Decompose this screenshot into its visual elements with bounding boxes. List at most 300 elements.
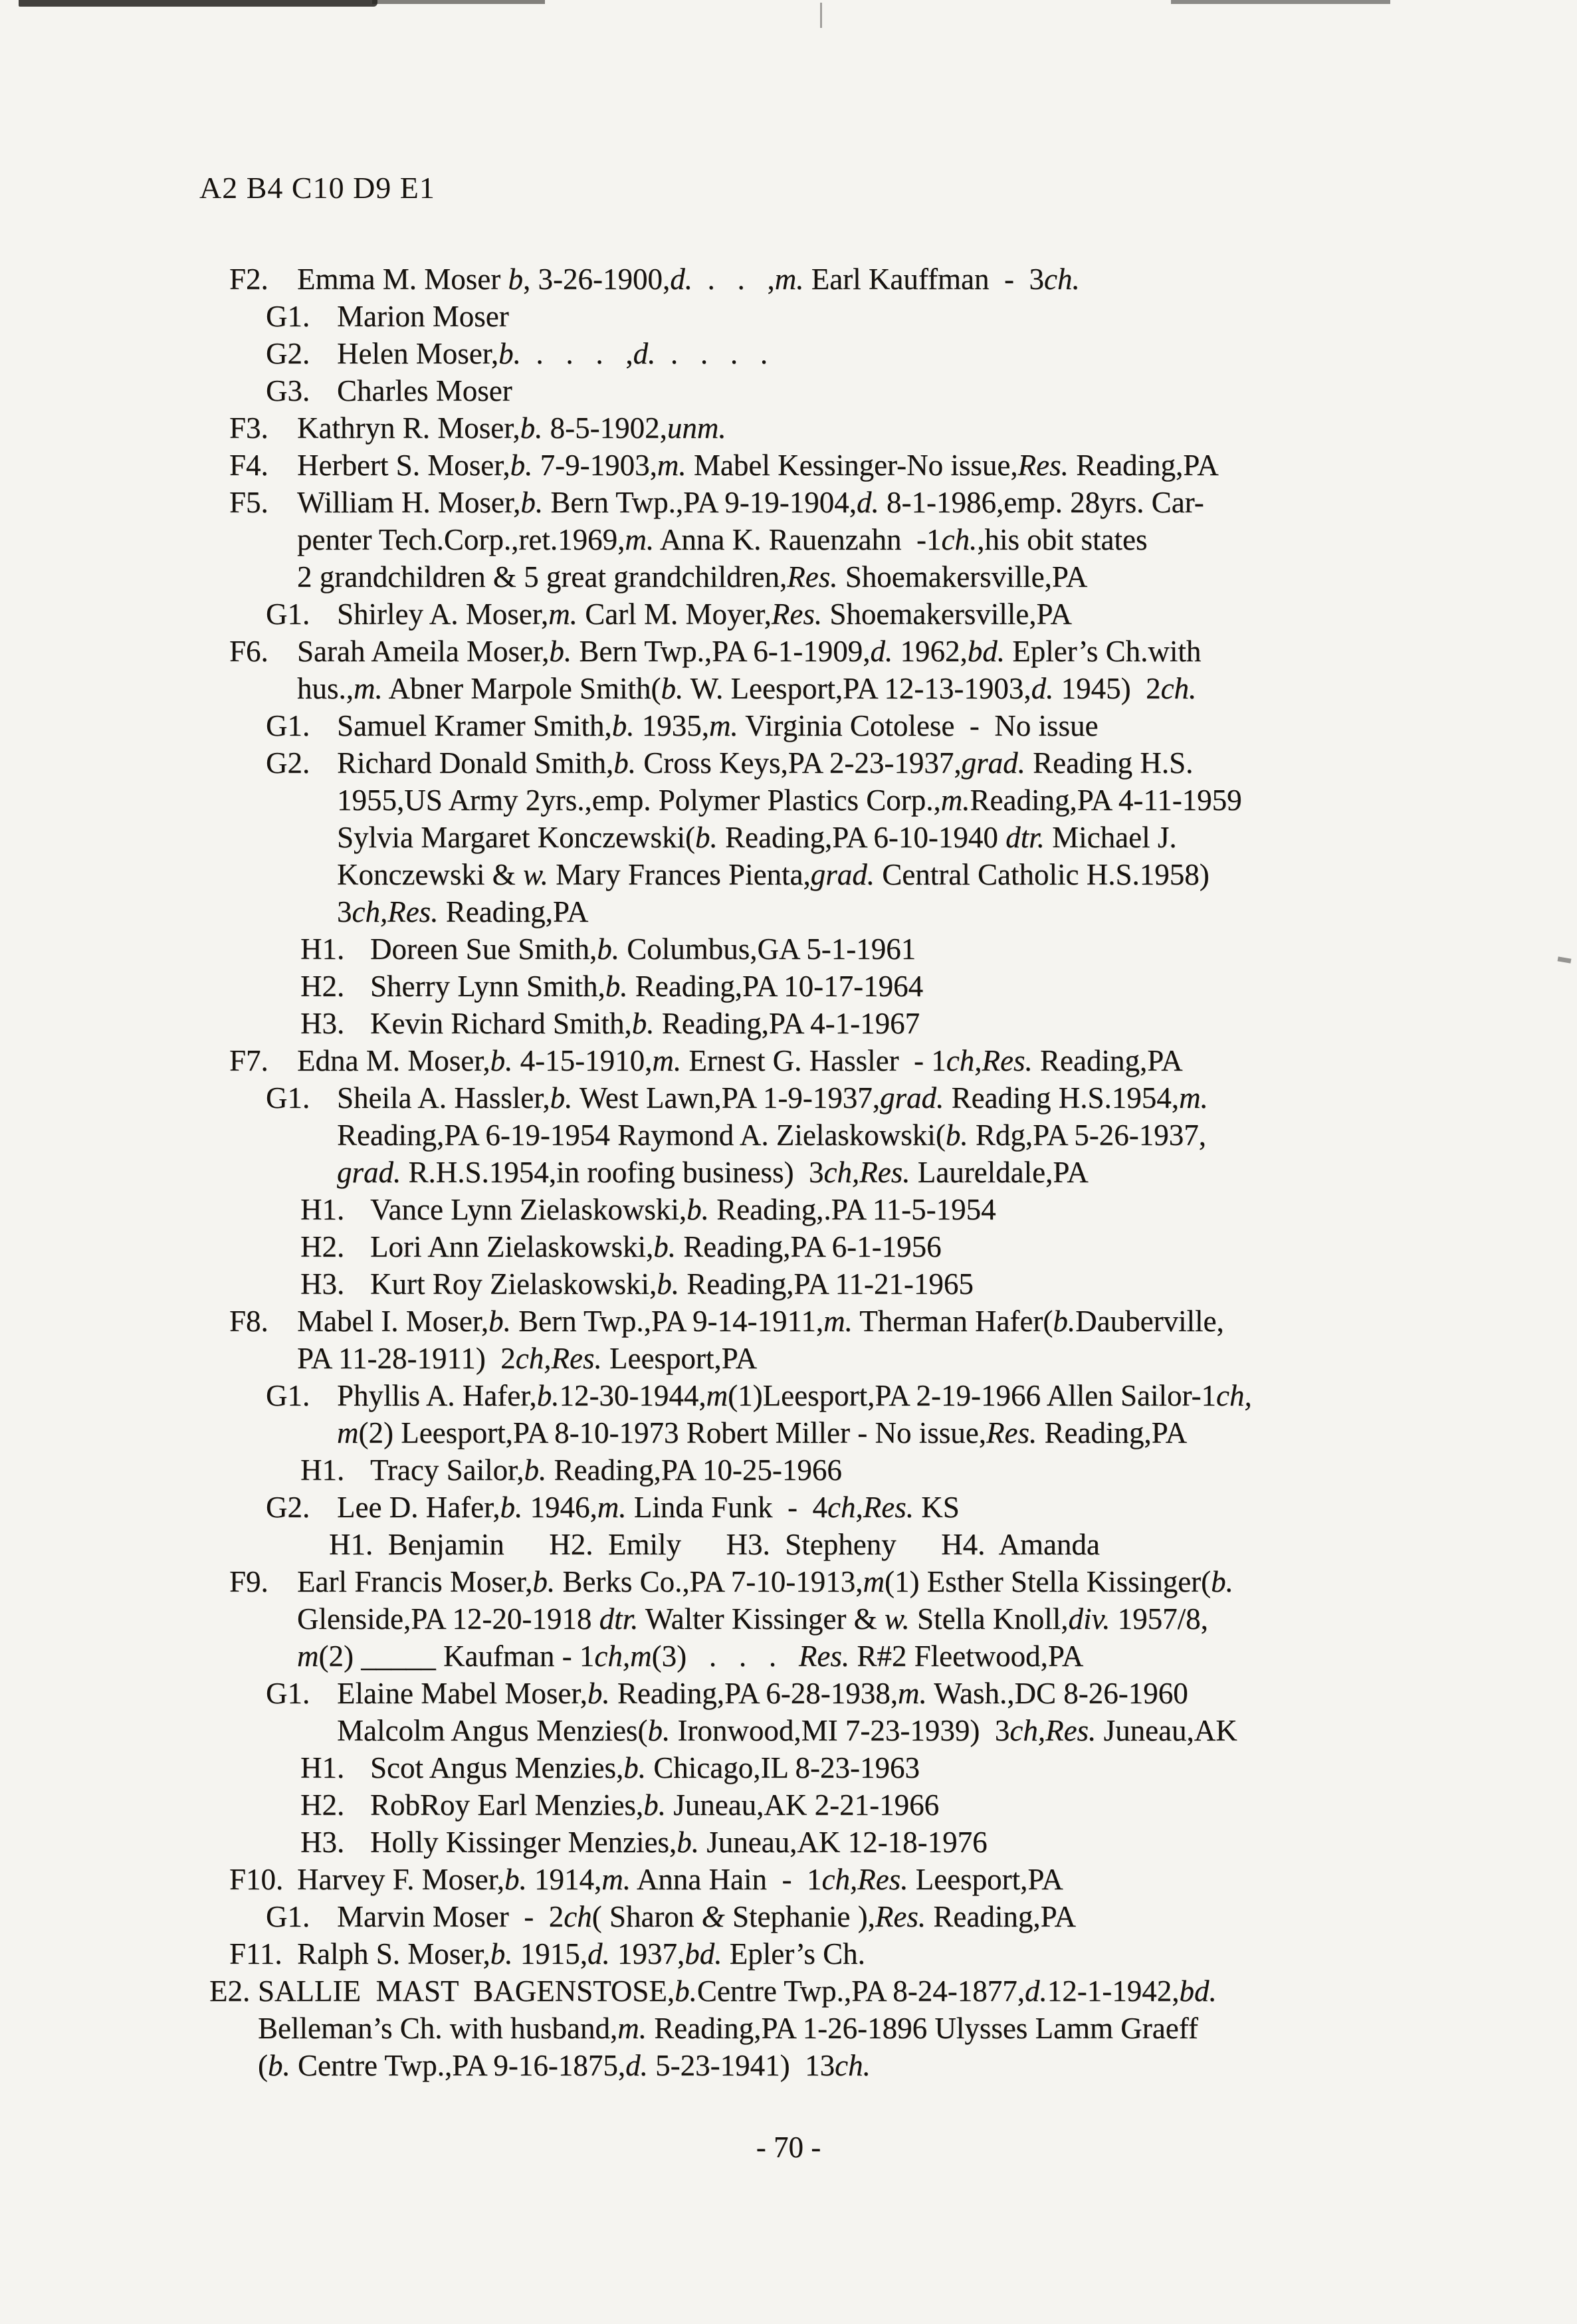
text-segment: m. — [548, 597, 578, 631]
text-segment: ch. — [941, 523, 978, 556]
text-segment: Ernest G. Hassler - 1 — [681, 1044, 946, 1077]
text-segment: Res. — [787, 560, 838, 593]
text-segment: m. — [597, 1491, 627, 1524]
text-segment: Reading H.S. — [1025, 746, 1194, 780]
text-segment: Linda Funk - 4 — [626, 1491, 828, 1524]
text-segment: b. — [510, 449, 533, 482]
text-segment: m. — [354, 672, 383, 705]
text-segment: d. — [856, 486, 879, 519]
text-segment: d. — [670, 263, 692, 296]
text-segment: W. Leesport,PA 12-13-1903, — [683, 672, 1031, 705]
text-segment: Walter Kissinger & — [638, 1602, 885, 1636]
line-label: F3. — [229, 411, 268, 445]
text-segment: ch — [564, 1900, 592, 1933]
genealogy-line — [258, 2010, 1577, 2047]
text-segment: Holly Kissinger Menzies, — [370, 1826, 677, 1859]
text-segment: Leesport,PA — [908, 1863, 1063, 1896]
genealogy-line — [266, 1489, 1577, 1526]
text-segment: ch,Res. — [352, 895, 439, 928]
text-segment: Reading,PA 6-28-1938, — [609, 1677, 898, 1710]
text-segment: bd. — [967, 635, 1005, 668]
text-segment: b. — [647, 1714, 671, 1747]
text-segment: m — [863, 1565, 885, 1598]
text-segment: d. — [1031, 672, 1054, 705]
text-segment: Epler’s Ch. — [722, 1937, 865, 1970]
text-segment: William H. Moser, — [297, 486, 521, 519]
text-segment: Emma M. Moser — [297, 263, 508, 296]
text-segment: Cross Keys,PA 2-23-1937, — [635, 746, 962, 780]
text-segment: Reading,PA 10-25-1966 — [546, 1453, 842, 1487]
text-segment: grad. — [880, 1081, 944, 1114]
text-segment: 8-1-1986,emp. 28yrs. Car- — [879, 486, 1204, 519]
genealogy-line — [266, 1675, 1577, 1712]
text-segment: Helen Moser, — [337, 337, 499, 370]
text-segment: Bern Twp.,PA 9-14-1911, — [510, 1305, 824, 1338]
genealogy-line — [266, 298, 1577, 335]
line-label: H2. — [300, 1230, 345, 1263]
text-segment: b. — [488, 1305, 511, 1338]
line-label: F8. — [229, 1305, 268, 1338]
text-segment: b. — [686, 1193, 709, 1226]
text-segment: b. — [550, 1081, 573, 1114]
text-segment: ,his obit states — [977, 523, 1148, 556]
text-segment: b. — [268, 2049, 290, 2082]
text-segment: 7-9-1903, — [532, 449, 657, 482]
text-segment: b. — [520, 486, 544, 519]
genealogy-line — [266, 372, 1577, 409]
text-segment: West Lawn,PA 1-9-1937, — [572, 1081, 881, 1114]
line-label: G1. — [266, 1900, 310, 1933]
text-segment: Harvey F. Moser, — [297, 1863, 505, 1896]
text-segment: m — [337, 1416, 359, 1449]
text-segment: grad. — [810, 858, 875, 891]
scan-edge-artifact — [19, 0, 377, 7]
text-segment: Juneau,AK 12-18-1976 — [698, 1826, 988, 1859]
genealogy-line — [297, 558, 1577, 595]
text-segment: Rdg,PA 5-26-1937, — [968, 1118, 1206, 1152]
genealogy-line — [258, 2047, 1577, 2084]
text-segment: 1935, — [634, 709, 709, 742]
text-segment: Richard Donald Smith, — [337, 746, 614, 780]
line-label: H1. — [300, 1751, 345, 1784]
text-segment: Reading H.S.1954, — [944, 1081, 1180, 1114]
text-segment: Kathryn R. Moser, — [297, 411, 520, 445]
text-segment: m. — [652, 1044, 682, 1077]
text-segment: Reading,PA 6-1-1956 — [675, 1230, 942, 1263]
line-label: E2. — [209, 1974, 251, 2008]
genealogy-line — [300, 1265, 1577, 1303]
text-segment: b. — [549, 635, 572, 668]
text-segment: d. — [870, 635, 893, 668]
genealogy-line — [229, 409, 1577, 447]
text-segment: Lee D. Hafer, — [337, 1491, 500, 1524]
text-segment: 12-30-1944, — [559, 1379, 706, 1412]
genealogy-line — [229, 1861, 1577, 1898]
genealogy-line — [297, 521, 1577, 558]
genealogy-line — [337, 1712, 1577, 1749]
text-segment: d. — [625, 2049, 648, 2082]
text-segment: m — [297, 1639, 319, 1673]
text-segment: 12-1-1942, — [1047, 1974, 1180, 2008]
text-segment: Columbus,GA 5-1-1961 — [619, 932, 916, 966]
text-segment: Chicago,IL 8-23-1963 — [645, 1751, 920, 1784]
text-segment: & — [701, 1900, 725, 1933]
text-segment: b. — [1211, 1565, 1233, 1598]
genealogy-line — [229, 1303, 1577, 1340]
text-segment: w. — [884, 1602, 910, 1636]
text-segment: Glenside,PA 12-20-1918 — [297, 1602, 599, 1636]
text-segment: Malcolm Angus Menzies( — [337, 1714, 648, 1747]
text-segment: Ralph S. Moser, — [297, 1937, 490, 1970]
text-segment: (3) . . . — [651, 1639, 799, 1673]
text-segment: Earl Francis Moser, — [297, 1565, 533, 1598]
text-segment: b. — [597, 932, 619, 966]
text-segment: Elaine Mabel Moser, — [337, 1677, 587, 1710]
text-segment: Kevin Richard Smith, — [370, 1007, 632, 1040]
text-segment: d. — [633, 337, 656, 370]
genealogy-line — [266, 1079, 1577, 1116]
text-segment: b. — [500, 1491, 523, 1524]
text-segment: m. — [897, 1677, 927, 1710]
line-label: H2. — [300, 970, 345, 1003]
text-segment: Herbert S. Moser, — [297, 449, 510, 482]
text-segment: Reading,PA 11-21-1965 — [679, 1267, 974, 1301]
text-segment: penter Tech.Corp.,ret.1969, — [297, 523, 625, 556]
text-segment: Laureldale,PA — [910, 1156, 1089, 1189]
text-segment: Centre Twp.,PA 9-16-1875, — [290, 2049, 626, 2082]
text-segment: Virginia Cotolese - No issue — [738, 709, 1099, 742]
line-label: G1. — [266, 1081, 310, 1114]
text-segment: Abner Marpole Smith( — [382, 672, 661, 705]
text-segment: ch,m — [594, 1639, 652, 1673]
text-segment: d. — [1025, 1974, 1047, 2008]
text-segment: R.H.S.1954,in roofing business) 3 — [401, 1156, 824, 1189]
text-segment: Central Catholic H.S.1958) — [875, 858, 1209, 891]
text-segment: Ironwood,MI 7-23-1939) 3 — [670, 1714, 1010, 1747]
text-segment: 1937, — [609, 1937, 685, 1970]
genealogy-line — [300, 1451, 1577, 1489]
text-segment: Stella Knoll, — [909, 1602, 1069, 1636]
text-segment: m. — [601, 1863, 631, 1896]
genealogy-line — [229, 1042, 1577, 1079]
text-segment: (2) Leesport,PA 8-10-1973 Robert Miller - No issue, — [358, 1416, 986, 1449]
text-segment: Res. — [986, 1416, 1037, 1449]
text-segment: m. — [708, 709, 738, 742]
text-segment: b. — [490, 1937, 513, 1970]
line-label: F2. — [229, 263, 268, 296]
genealogy-line — [337, 893, 1577, 930]
text-segment: Belleman’s Ch. with husband, — [258, 2012, 618, 2045]
scan-edge-artifact — [1171, 0, 1390, 4]
text-segment: 2 grandchildren & 5 great grandchildren, — [297, 560, 788, 593]
text-segment: hus., — [297, 672, 354, 705]
text-segment: dtr. — [599, 1602, 639, 1636]
line-label: G2. — [266, 746, 310, 780]
genealogy-line — [337, 856, 1577, 893]
text-segment: Reading,PA — [1037, 1416, 1188, 1449]
text-segment: b. — [677, 1826, 699, 1859]
text-segment: 1946, — [522, 1491, 597, 1524]
text-segment: Edna M. Moser, — [297, 1044, 490, 1077]
genealogy-line — [229, 1935, 1577, 1972]
text-segment: H1. Benjamin H2. Emily H3. Stepheny H4. Amanda — [329, 1528, 1100, 1561]
text-segment: Bern Twp.,PA 6-1-1909, — [572, 635, 871, 668]
line-label: G1. — [266, 1379, 310, 1412]
text-segment: SALLIE MAST BAGENSTOSE, — [258, 1974, 675, 2008]
line-label: H3. — [300, 1267, 345, 1301]
genealogy-line — [266, 335, 1577, 372]
text-segment: Sylvia Margaret Konczewski( — [337, 821, 696, 854]
text-segment: Anna K. Rauenzahn -1 — [654, 523, 942, 556]
genealogy-line — [209, 1972, 1577, 2010]
genealogy-text-block — [0, 261, 1577, 2084]
text-segment: Lori Ann Zielaskowski, — [370, 1230, 654, 1263]
text-segment: b. — [657, 1267, 679, 1301]
text-segment: Konczewski & — [337, 858, 523, 891]
text-segment: Reading,PA — [438, 895, 589, 928]
genealogy-line — [229, 633, 1577, 670]
text-segment: b. — [695, 821, 718, 854]
text-segment: b. — [587, 1677, 610, 1710]
line-label: G1. — [266, 597, 310, 631]
text-segment: ( Sharon — [591, 1900, 702, 1933]
text-segment: Doreen Sue Smith, — [370, 932, 597, 966]
genealogy-line — [229, 447, 1577, 484]
text-segment: b. — [536, 1379, 560, 1412]
text-segment: b. — [532, 1565, 556, 1598]
line-label: H1. — [300, 932, 345, 966]
text-segment: ( — [258, 2049, 268, 2082]
text-segment: Charles Moser — [337, 374, 512, 407]
line-label: G1. — [266, 300, 310, 333]
text-segment: bd. — [1179, 1974, 1217, 2008]
text-segment: Stephanie ), — [724, 1900, 875, 1933]
text-segment: b. — [653, 1230, 676, 1263]
text-segment: b. — [1053, 1305, 1076, 1338]
text-segment: Tracy Sailor, — [370, 1453, 524, 1487]
text-segment: Scot Angus Menzies, — [370, 1751, 624, 1784]
genealogy-line — [337, 1154, 1577, 1191]
line-label: H2. — [300, 1788, 345, 1822]
genealogy-line — [300, 1191, 1577, 1228]
genealogy-line — [297, 1600, 1577, 1637]
text-segment: Marvin Moser - 2 — [337, 1900, 564, 1933]
text-segment: KS — [913, 1491, 960, 1524]
line-label: G3. — [266, 374, 310, 407]
text-segment: m. — [940, 784, 970, 817]
line-label: G1. — [266, 709, 310, 742]
genealogy-line — [300, 1749, 1577, 1786]
text-segment: grad. — [961, 746, 1025, 780]
text-segment: m. — [1179, 1081, 1208, 1114]
text-segment: Phyllis A. Hafer, — [337, 1379, 537, 1412]
text-segment: Kurt Roy Zielaskowski, — [370, 1267, 657, 1301]
text-segment: ch,Res. — [823, 1156, 910, 1189]
text-segment: Anna Hain - 1 — [631, 1863, 822, 1896]
text-segment: ch,Res. — [827, 1491, 914, 1524]
text-segment: b. — [945, 1118, 968, 1152]
text-segment: Reading,PA 6-10-1940 — [717, 821, 1006, 854]
line-label: F7. — [229, 1044, 268, 1077]
genealogy-line — [266, 744, 1577, 782]
text-segment: ch,Res. — [1009, 1714, 1097, 1747]
text-segment: Centre Twp.,PA 8-24-1877, — [696, 1974, 1025, 2008]
text-segment: 5-23-1941) 13 — [647, 2049, 835, 2082]
text-segment: ch, — [1216, 1379, 1252, 1412]
genealogy-line — [266, 707, 1577, 744]
line-label: G2. — [266, 1491, 310, 1524]
text-segment: ch. — [835, 2049, 871, 2082]
genealogy-line — [300, 1786, 1577, 1824]
line-label: H1. — [300, 1453, 345, 1487]
genealogy-line — [337, 1116, 1577, 1154]
scan-edge-artifact — [372, 0, 545, 4]
text-segment: m. — [657, 449, 686, 482]
text-segment: Reading,PA 4-1-1967 — [654, 1007, 920, 1040]
text-segment: b. — [613, 746, 636, 780]
genealogy-line — [337, 1414, 1577, 1451]
text-segment: Reading,PA 6-19-1954 Raymond A. Zielaskowski( — [337, 1118, 946, 1152]
text-segment: Vance Lynn Zielaskowski, — [370, 1193, 687, 1226]
text-segment: b. — [504, 1863, 527, 1896]
text-segment: Shoemakersville,PA — [822, 597, 1072, 631]
line-label: F10. — [229, 1863, 284, 1896]
genealogy-line — [300, 968, 1577, 1005]
text-segment: Marion Moser — [337, 300, 509, 333]
line-label: F6. — [229, 635, 268, 668]
line-label: F5. — [229, 486, 268, 519]
line-label: F4. — [229, 449, 268, 482]
genealogy-line — [300, 930, 1577, 968]
text-segment: b. — [661, 672, 684, 705]
text-segment: Shoemakersville,PA — [837, 560, 1088, 593]
genealogy-line — [229, 484, 1577, 521]
text-segment: m. — [617, 2012, 647, 2045]
text-segment: Juneau,AK — [1096, 1714, 1237, 1747]
text-segment: 1957/8, — [1110, 1602, 1208, 1636]
text-segment: 3 — [337, 895, 352, 928]
text-segment: Bern Twp.,PA 9-19-1904, — [543, 486, 857, 519]
genealogy-line — [266, 1377, 1577, 1414]
text-segment: Reading,PA — [926, 1900, 1076, 1933]
genealogy-line — [300, 1005, 1577, 1042]
text-segment: , 3-26-1900, — [522, 263, 671, 296]
text-segment: 1914, — [526, 1863, 602, 1896]
text-segment: b. — [611, 709, 635, 742]
genealogy-line — [297, 1637, 1577, 1675]
text-segment: Res. — [798, 1639, 850, 1673]
text-segment: 4-15-1910, — [512, 1044, 653, 1077]
genealogy-line — [266, 595, 1577, 633]
text-segment: Mabel I. Moser, — [297, 1305, 489, 1338]
scan-edge-artifact — [820, 3, 822, 28]
genealogy-line — [266, 1898, 1577, 1935]
text-segment: grad. — [337, 1156, 401, 1189]
text-segment: (1)Leesport,PA 2-19-1966 Allen Sailor-1 — [728, 1379, 1217, 1412]
text-segment: Shirley A. Moser, — [337, 597, 549, 631]
text-segment: R#2 Fleetwood,PA — [849, 1639, 1084, 1673]
text-segment: b. — [643, 1788, 666, 1822]
text-segment: m — [706, 1379, 728, 1412]
text-segment: b. — [498, 337, 521, 370]
text-segment: 1915, — [512, 1937, 587, 1970]
text-segment: m. — [625, 523, 655, 556]
text-segment: Reading,PA — [1032, 1044, 1183, 1077]
text-segment: Sheila A. Hassler, — [337, 1081, 550, 1114]
text-segment: 1945) 2 — [1053, 672, 1161, 705]
generation-code-header: A2 B4 C10 D9 E1 — [199, 171, 435, 205]
text-segment: b. — [631, 1007, 655, 1040]
text-segment: Wash.,DC 8-26-1960 — [926, 1677, 1188, 1710]
page-number: - 70 - — [756, 2131, 821, 2164]
text-segment: div. — [1068, 1602, 1110, 1636]
text-segment: Epler’s Ch.with — [1005, 635, 1202, 668]
text-segment: Sherry Lynn Smith, — [370, 970, 605, 1003]
genealogy-line — [337, 782, 1577, 819]
text-segment: Berks Co.,PA 7-10-1913, — [555, 1565, 863, 1598]
text-segment: PA 11-28-1911) 2 — [297, 1342, 516, 1375]
text-segment: ch,Res. — [821, 1863, 908, 1896]
text-segment: m. — [774, 263, 804, 296]
text-segment: Juneau,AK 2-21-1966 — [665, 1788, 940, 1822]
genealogy-line — [300, 1228, 1577, 1265]
genealogy-line — [297, 670, 1577, 707]
text-segment: b. — [490, 1044, 513, 1077]
text-segment: Res. — [1017, 449, 1069, 482]
line-label: H3. — [300, 1826, 345, 1859]
text-segment: bd. — [684, 1937, 722, 1970]
text-segment: b. — [520, 411, 543, 445]
text-segment: Leesport,PA — [601, 1342, 758, 1375]
text-segment: (2) _____ Kaufman - 1 — [318, 1639, 595, 1673]
text-segment: Reading,PA 4-11-1959 — [970, 784, 1242, 817]
line-label: H3. — [300, 1007, 345, 1040]
genealogy-line — [337, 819, 1577, 856]
text-segment: Dauberville, — [1075, 1305, 1224, 1338]
text-segment: Mary Frances Pienta, — [548, 858, 811, 891]
text-segment: Therman Hafer( — [852, 1305, 1053, 1338]
genealogy-line — [229, 1563, 1577, 1600]
text-segment: dtr. — [1005, 821, 1045, 854]
text-segment: m. — [823, 1305, 853, 1338]
line-label: G1. — [266, 1677, 310, 1710]
genealogy-line — [300, 1824, 1577, 1861]
text-segment: Reading,PA — [1068, 449, 1219, 482]
line-label: F11. — [229, 1937, 282, 1970]
text-segment: (1) Esther Stella Kissinger( — [885, 1565, 1211, 1598]
text-segment: . . . . — [655, 337, 768, 370]
text-segment: 1955,US Army 2yrs.,emp. Polymer Plastics Corp., — [337, 784, 941, 817]
text-segment: Mabel Kessinger-No issue, — [686, 449, 1018, 482]
text-segment: Carl M. Moyer, — [577, 597, 772, 631]
text-segment: RobRoy Earl Menzies, — [370, 1788, 644, 1822]
genealogy-line — [297, 1340, 1577, 1377]
text-segment: d. — [587, 1937, 610, 1970]
text-segment: b — [508, 263, 523, 296]
text-segment: Res. — [875, 1900, 926, 1933]
text-segment: b. — [623, 1751, 646, 1784]
text-segment: b. — [605, 970, 628, 1003]
text-segment: 1962, — [893, 635, 968, 668]
text-segment: Sarah Ameila Moser, — [297, 635, 550, 668]
text-segment: Reading,.PA 11-5-1954 — [708, 1193, 996, 1226]
text-segment: w. — [522, 858, 548, 891]
line-label: H1. — [300, 1193, 345, 1226]
line-label: F9. — [229, 1565, 268, 1598]
text-segment: Samuel Kramer Smith, — [337, 709, 612, 742]
text-segment: Reading,PA 1-26-1896 Ulysses Lamm Graeff — [646, 2012, 1198, 2045]
text-segment: ch. — [1044, 263, 1080, 296]
